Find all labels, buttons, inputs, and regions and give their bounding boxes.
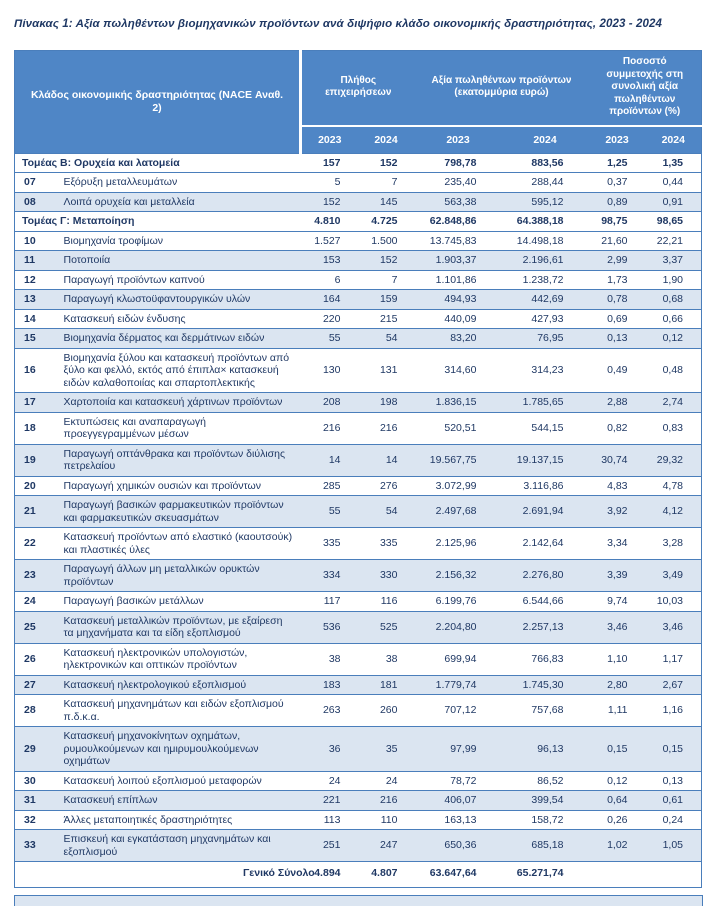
value-cell: 2,99 [589, 251, 646, 271]
value-cell: 36 [301, 727, 358, 772]
activity-label: Βιομηχανία τροφίμων [51, 231, 301, 251]
table-row [15, 771, 702, 791]
activity-label: Κατασκευή μηχανημάτων και ειδών εξοπλισμού π.δ.κ.α. [51, 695, 301, 727]
year-header-value-2023: 2023 [415, 126, 502, 154]
value-cell: 14 [358, 444, 415, 476]
activity-label: Εξόρυξη μεταλλευμάτων [51, 173, 301, 193]
activity-label: Παραγωγή κλωστοϋφαντουργικών υλών [51, 290, 301, 310]
value-cell: 1.785,65 [502, 393, 589, 413]
value-cell: 0,48 [646, 348, 702, 393]
nace-code: 17 [15, 393, 51, 413]
value-cell: 766,83 [502, 643, 589, 675]
value-cell: 116 [358, 592, 415, 612]
activity-label: Κατασκευή μεταλλικών προϊόντων, με εξαίρεση τα μηχανήματα και τα είδη εξοπλισμού [51, 611, 301, 643]
value-cell: 55 [301, 329, 358, 349]
nace-code: 12 [15, 270, 51, 290]
value-cell: 2,88 [589, 393, 646, 413]
value-cell: 1,16 [646, 695, 702, 727]
activity-label: Επισκευή και εγκατάσταση μηχανημάτων και εξοπλισμού [51, 830, 301, 862]
value-cell: 4.810 [301, 212, 358, 232]
activity-label: Βιομηχανία δέρματος και δερμάτινων ειδών [51, 329, 301, 349]
activity-label: Άλλες μεταποιητικές δραστηριότητες [51, 810, 301, 830]
value-cell: 54 [358, 329, 415, 349]
activity-label: Κατασκευή ηλεκτρονικών υπολογιστών, ηλεκτρονικών και οπτικών προϊόντων [51, 643, 301, 675]
value-cell: 7 [358, 173, 415, 193]
value-cell: 2.257,13 [502, 611, 589, 643]
value-cell: 157 [301, 153, 358, 173]
value-cell: 1.101,86 [415, 270, 502, 290]
value-cell: 235,40 [415, 173, 502, 193]
value-cell: 494,93 [415, 290, 502, 310]
value-cell: 78,72 [415, 771, 502, 791]
col-header-enterprises: Πλήθος επιχειρήσεων [301, 51, 415, 126]
value-cell: 208 [301, 393, 358, 413]
nace-code: 10 [15, 231, 51, 251]
value-cell: 3,92 [589, 496, 646, 528]
cutoff-row-band [14, 895, 703, 906]
value-cell: 130 [301, 348, 358, 393]
value-cell: 221 [301, 791, 358, 811]
value-cell: 98,75 [589, 212, 646, 232]
value-cell: 64.388,18 [502, 212, 589, 232]
value-cell: 883,56 [502, 153, 589, 173]
value-cell: 544,15 [502, 412, 589, 444]
nace-code: 21 [15, 496, 51, 528]
table-row [15, 476, 702, 496]
value-cell: 1,05 [646, 830, 702, 862]
value-cell: 110 [358, 810, 415, 830]
value-cell: 2.276,80 [502, 560, 589, 592]
table-row [15, 592, 702, 612]
value-cell: 3,37 [646, 251, 702, 271]
value-cell: 2.204,80 [415, 611, 502, 643]
year-header-value-2024: 2024 [502, 126, 589, 154]
activity-label: Βιομηχανία ξύλου και κατασκευή προϊόντων από ξύλο και φελλό, εκτός από έπιπλα× κατασκευή ειδών καλαθοποιίας και σπαρτοπλεκτικής [51, 348, 301, 393]
nace-code: 11 [15, 251, 51, 271]
value-cell: 3,34 [589, 528, 646, 560]
value-cell: 215 [358, 309, 415, 329]
value-cell: 406,07 [415, 791, 502, 811]
activity-label: Κατασκευή λοιπού εξοπλισμού μεταφορών [51, 771, 301, 791]
value-cell: 0,37 [589, 173, 646, 193]
col-header-sold-value: Αξία πωληθέντων προϊόντων (εκατομμύρια ευρώ) [415, 51, 589, 126]
value-cell: 4.807 [358, 862, 415, 888]
activity-label: Παραγωγή άλλων μη μεταλλικών ορυκτών προϊόντων [51, 560, 301, 592]
value-cell: 98,65 [646, 212, 702, 232]
table-body [15, 153, 702, 887]
value-cell: 685,18 [502, 830, 589, 862]
col-header-activity: Κλάδος οικονομικής δραστηριότητας (NACE Αναθ. 2) [15, 51, 301, 154]
nace-code: 24 [15, 592, 51, 612]
value-cell: 330 [358, 560, 415, 592]
activity-label: Παραγωγή χημικών ουσιών και προϊόντων [51, 476, 301, 496]
value-cell: 536 [301, 611, 358, 643]
table-row [15, 675, 702, 695]
value-cell: 181 [358, 675, 415, 695]
year-header-enterprises-2023: 2023 [301, 126, 358, 154]
table-row [15, 695, 702, 727]
col-header-share: Ποσοστό συμμετοχής στη συνολική αξία πωληθέντων προϊόντων (%) [589, 51, 702, 126]
value-cell: 38 [301, 643, 358, 675]
activity-label: Λοιπά ορυχεία και μεταλλεία [51, 192, 301, 212]
value-cell [646, 862, 702, 888]
total-label: Γενικό Σύνολο [15, 862, 301, 888]
value-cell: 4,78 [646, 476, 702, 496]
value-cell: 1.836,15 [415, 393, 502, 413]
value-cell: 183 [301, 675, 358, 695]
value-cell: 1,35 [646, 153, 702, 173]
value-cell: 440,09 [415, 309, 502, 329]
activity-label: Ποτοποιία [51, 251, 301, 271]
activity-label: Χαρτοποιία και κατασκευή χάρτινων προϊόντων [51, 393, 301, 413]
value-cell: 153 [301, 251, 358, 271]
value-cell: 335 [358, 528, 415, 560]
value-cell: 0,15 [589, 727, 646, 772]
nace-code: 27 [15, 675, 51, 695]
activity-label: Κατασκευή ηλεκτρολογικού εξοπλισμού [51, 675, 301, 695]
table-row [15, 412, 702, 444]
table-row [15, 528, 702, 560]
value-cell: 1.500 [358, 231, 415, 251]
value-cell: 0,15 [646, 727, 702, 772]
value-cell [589, 862, 646, 888]
table-row [15, 810, 702, 830]
value-cell: 0,12 [589, 771, 646, 791]
table-row [15, 290, 702, 310]
year-header-enterprises-2024: 2024 [358, 126, 415, 154]
value-cell: 0,68 [646, 290, 702, 310]
value-cell: 3,39 [589, 560, 646, 592]
nace-code: 31 [15, 791, 51, 811]
value-cell: 520,51 [415, 412, 502, 444]
value-cell: 335 [301, 528, 358, 560]
value-cell: 158,72 [502, 810, 589, 830]
value-cell: 0,64 [589, 791, 646, 811]
value-cell: 1.745,30 [502, 675, 589, 695]
value-cell: 76,95 [502, 329, 589, 349]
value-cell: 3.072,99 [415, 476, 502, 496]
value-cell: 24 [301, 771, 358, 791]
value-cell: 220 [301, 309, 358, 329]
value-cell: 3,28 [646, 528, 702, 560]
value-cell: 1,02 [589, 830, 646, 862]
table-row [15, 611, 702, 643]
value-cell: 13.745,83 [415, 231, 502, 251]
value-cell: 3,46 [589, 611, 646, 643]
table-row [15, 727, 702, 772]
nace-code: 32 [15, 810, 51, 830]
value-cell: 0,13 [646, 771, 702, 791]
section-label: Τομέας Β: Ορυχεία και λατομεία [15, 153, 301, 173]
section-row [15, 212, 702, 232]
value-cell: 2.142,64 [502, 528, 589, 560]
value-cell: 35 [358, 727, 415, 772]
activity-label: Παραγωγή βασικών φαρμακευτικών προϊόντων και φαρμακευτικών σκευασμάτων [51, 496, 301, 528]
value-cell: 54 [358, 496, 415, 528]
table-header [15, 51, 702, 154]
activity-label: Κατασκευή μηχανοκίνητων οχημάτων, ρυμουλκούμενων και ημιρυμουλκούμενων οχημάτων [51, 727, 301, 772]
value-cell: 0,49 [589, 348, 646, 393]
value-cell: 1,25 [589, 153, 646, 173]
total-row [15, 862, 702, 888]
value-cell: 4,12 [646, 496, 702, 528]
value-cell: 707,12 [415, 695, 502, 727]
activity-label: Κατασκευή επίπλων [51, 791, 301, 811]
value-cell: 650,36 [415, 830, 502, 862]
value-cell: 1,11 [589, 695, 646, 727]
year-header-share-2023: 2023 [589, 126, 646, 154]
value-cell: 1,73 [589, 270, 646, 290]
value-cell: 19.137,15 [502, 444, 589, 476]
value-cell: 4,83 [589, 476, 646, 496]
value-cell: 164 [301, 290, 358, 310]
nace-code: 28 [15, 695, 51, 727]
value-cell: 0,78 [589, 290, 646, 310]
table-title: Πίνακας 1: Αξία πωληθέντων βιομηχανικών προϊόντων ανά διψήφιο κλάδο οικονομικής δραστηριότητας, 2023 - 2024 [14, 18, 662, 30]
value-cell: 1,90 [646, 270, 702, 290]
activity-label: Κατασκευή προϊόντων από ελαστικό (καουτσούκ) και πλαστικές ύλες [51, 528, 301, 560]
value-cell: 29,32 [646, 444, 702, 476]
nace-code: 16 [15, 348, 51, 393]
nace-code: 23 [15, 560, 51, 592]
table-row [15, 643, 702, 675]
value-cell: 1,17 [646, 643, 702, 675]
value-cell: 1.779,74 [415, 675, 502, 695]
nace-code: 20 [15, 476, 51, 496]
value-cell: 427,93 [502, 309, 589, 329]
activity-label: Κατασκευή ειδών ένδυσης [51, 309, 301, 329]
nace-code: 25 [15, 611, 51, 643]
value-cell: 216 [358, 412, 415, 444]
value-cell: 14.498,18 [502, 231, 589, 251]
nace-code: 26 [15, 643, 51, 675]
value-cell: 0,61 [646, 791, 702, 811]
activity-label: Παραγωγή οπτάνθρακα και προϊόντων διύλισης πετρελαίου [51, 444, 301, 476]
value-cell: 399,54 [502, 791, 589, 811]
value-cell: 152 [358, 251, 415, 271]
table-row [15, 251, 702, 271]
activity-label: Παραγωγή προϊόντων καπνού [51, 270, 301, 290]
value-cell: 216 [358, 791, 415, 811]
nace-code: 30 [15, 771, 51, 791]
value-cell: 1,10 [589, 643, 646, 675]
year-header-share-2024: 2024 [646, 126, 702, 154]
value-cell: 62.848,86 [415, 212, 502, 232]
value-cell: 97,99 [415, 727, 502, 772]
value-cell: 96,13 [502, 727, 589, 772]
value-cell: 276 [358, 476, 415, 496]
nace-code: 33 [15, 830, 51, 862]
value-cell: 334 [301, 560, 358, 592]
value-cell: 699,94 [415, 643, 502, 675]
value-cell: 260 [358, 695, 415, 727]
value-cell: 30,74 [589, 444, 646, 476]
value-cell: 2,67 [646, 675, 702, 695]
value-cell: 2.497,68 [415, 496, 502, 528]
section-row [15, 153, 702, 173]
value-cell: 0,83 [646, 412, 702, 444]
value-cell: 314,60 [415, 348, 502, 393]
value-cell: 5 [301, 173, 358, 193]
value-cell: 3.116,86 [502, 476, 589, 496]
value-cell: 0,24 [646, 810, 702, 830]
value-cell: 22,21 [646, 231, 702, 251]
value-cell: 19.567,75 [415, 444, 502, 476]
value-cell: 0,82 [589, 412, 646, 444]
value-cell: 9,74 [589, 592, 646, 612]
table-row [15, 791, 702, 811]
value-cell: 525 [358, 611, 415, 643]
nace-code: 18 [15, 412, 51, 444]
value-cell: 595,12 [502, 192, 589, 212]
industrial-products-table [14, 50, 702, 888]
value-cell: 216 [301, 412, 358, 444]
value-cell: 152 [301, 192, 358, 212]
table-row [15, 270, 702, 290]
nace-code: 14 [15, 309, 51, 329]
value-cell: 83,20 [415, 329, 502, 349]
section-label: Τομέας Γ: Μεταποίηση [15, 212, 301, 232]
table-row [15, 830, 702, 862]
value-cell: 117 [301, 592, 358, 612]
value-cell: 6 [301, 270, 358, 290]
value-cell: 798,78 [415, 153, 502, 173]
value-cell: 1.238,72 [502, 270, 589, 290]
value-cell: 247 [358, 830, 415, 862]
value-cell: 21,60 [589, 231, 646, 251]
value-cell: 757,68 [502, 695, 589, 727]
value-cell: 0,89 [589, 192, 646, 212]
nace-code: 13 [15, 290, 51, 310]
value-cell: 0,91 [646, 192, 702, 212]
table-row [15, 348, 702, 393]
value-cell: 0,66 [646, 309, 702, 329]
value-cell: 2.156,32 [415, 560, 502, 592]
value-cell: 4.725 [358, 212, 415, 232]
value-cell: 263 [301, 695, 358, 727]
value-cell: 0,13 [589, 329, 646, 349]
value-cell: 2.196,61 [502, 251, 589, 271]
value-cell: 113 [301, 810, 358, 830]
value-cell: 152 [358, 153, 415, 173]
activity-label: Παραγωγή βασικών μετάλλων [51, 592, 301, 612]
value-cell: 0,44 [646, 173, 702, 193]
table-row [15, 560, 702, 592]
value-cell: 314,23 [502, 348, 589, 393]
value-cell: 131 [358, 348, 415, 393]
value-cell: 3,46 [646, 611, 702, 643]
value-cell: 1.903,37 [415, 251, 502, 271]
value-cell: 159 [358, 290, 415, 310]
nace-code: 19 [15, 444, 51, 476]
value-cell: 163,13 [415, 810, 502, 830]
table-row [15, 393, 702, 413]
nace-code: 15 [15, 329, 51, 349]
value-cell: 10,03 [646, 592, 702, 612]
value-cell: 4.894 [301, 862, 358, 888]
value-cell: 251 [301, 830, 358, 862]
value-cell: 145 [358, 192, 415, 212]
table-row [15, 309, 702, 329]
nace-code: 22 [15, 528, 51, 560]
nace-code: 29 [15, 727, 51, 772]
activity-label: Εκτυπώσεις και αναπαραγωγή προεγγεγραμμένων μέσων [51, 412, 301, 444]
group-header-row [15, 51, 702, 126]
value-cell: 0,26 [589, 810, 646, 830]
value-cell: 0,12 [646, 329, 702, 349]
value-cell: 65.271,74 [502, 862, 589, 888]
value-cell: 2,80 [589, 675, 646, 695]
value-cell: 288,44 [502, 173, 589, 193]
value-cell: 6.199,76 [415, 592, 502, 612]
value-cell: 24 [358, 771, 415, 791]
value-cell: 86,52 [502, 771, 589, 791]
value-cell: 1.527 [301, 231, 358, 251]
value-cell: 442,69 [502, 290, 589, 310]
value-cell: 63.647,64 [415, 862, 502, 888]
value-cell: 3,49 [646, 560, 702, 592]
value-cell: 2.691,94 [502, 496, 589, 528]
table-row [15, 444, 702, 476]
table-row [15, 192, 702, 212]
table-row [15, 496, 702, 528]
table-row [15, 173, 702, 193]
value-cell: 563,38 [415, 192, 502, 212]
nace-code: 07 [15, 173, 51, 193]
value-cell: 55 [301, 496, 358, 528]
value-cell: 38 [358, 643, 415, 675]
value-cell: 7 [358, 270, 415, 290]
nace-code: 08 [15, 192, 51, 212]
value-cell: 285 [301, 476, 358, 496]
value-cell: 6.544,66 [502, 592, 589, 612]
value-cell: 0,69 [589, 309, 646, 329]
value-cell: 2,74 [646, 393, 702, 413]
value-cell: 2.125,96 [415, 528, 502, 560]
value-cell: 198 [358, 393, 415, 413]
table-row [15, 231, 702, 251]
value-cell: 14 [301, 444, 358, 476]
table-row [15, 329, 702, 349]
